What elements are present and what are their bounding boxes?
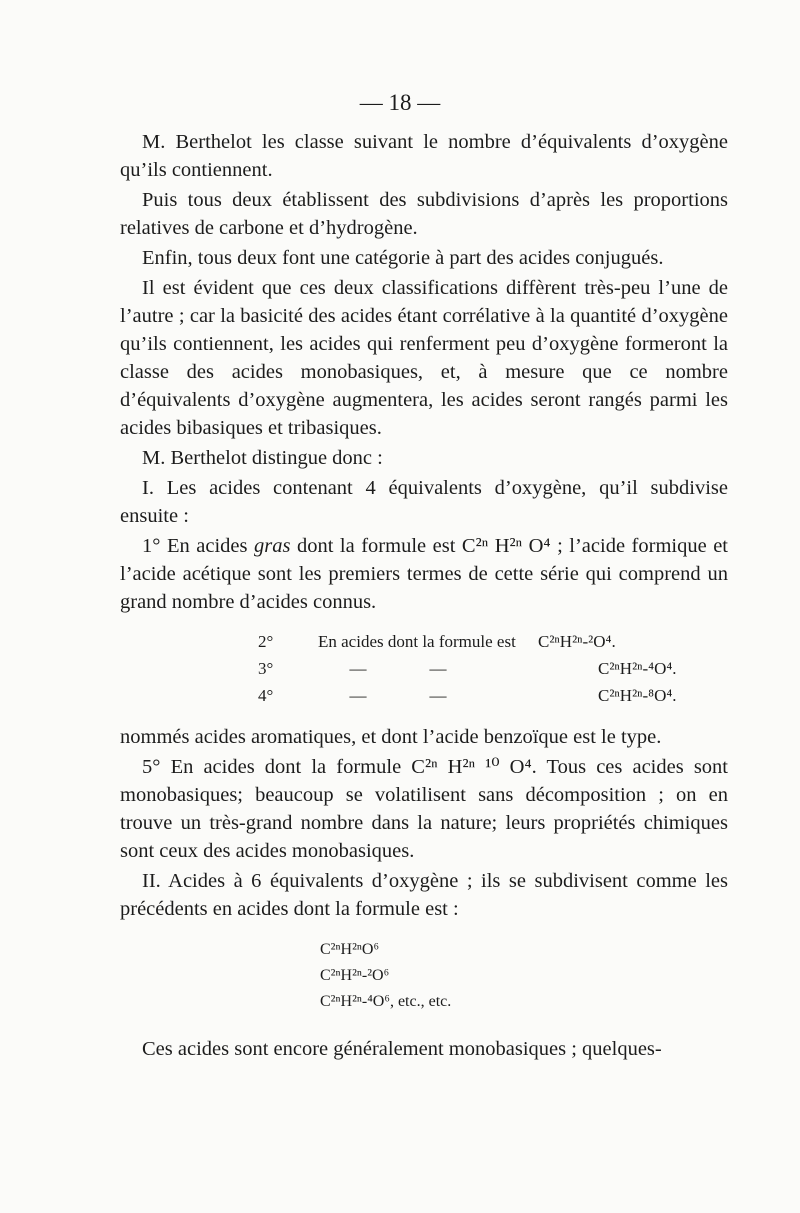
page-number: — 18 — (359, 90, 441, 115)
formula: C²ⁿH²ⁿ-⁴O⁶, etc., etc. (320, 993, 452, 1010)
ditto-mark: — (429, 686, 447, 705)
formula-list (320, 937, 728, 1015)
paragraph: 5° En acides dont la formule C²ⁿ H²ⁿ ¹⁰ O⁴. Tous ces acides sont monobasiques; beaucoup se volatilisent sans décomposition ; on en trouve un très-grand nombre dans la nature; leurs propriétés chimiques sont ceux des acides monobasiques. (120, 756, 728, 862)
row-number: 2° (258, 632, 274, 651)
table-row (120, 655, 728, 682)
formula-table (120, 628, 728, 709)
paragraph: M. Berthelot les classe suivant le nombre d’équivalents d’oxygène qu’ils contiennent. (120, 131, 728, 181)
formula: C²ⁿH²ⁿ-²O⁶ (320, 967, 390, 984)
item-1 (120, 532, 728, 616)
row-formula: C²ⁿH²ⁿ-⁸O⁴. (598, 686, 677, 705)
ditto-mark: — (349, 659, 367, 678)
paragraph: Puis tous deux établissent des subdivisions d’après les proportions relatives de carbone et d’hydrogène. (120, 189, 728, 239)
ditto-mark: — (429, 659, 447, 678)
paragraph: Ces acides sont encore généralement monobasiques ; quelques- (142, 1038, 662, 1060)
formula: C²ⁿH²ⁿO⁶ (320, 941, 380, 958)
table-row (120, 628, 728, 655)
row-formula: C²ⁿH²ⁿ-⁴O⁴. (598, 659, 677, 678)
row-ditto (318, 682, 538, 709)
row-formula: C²ⁿH²ⁿ-²O⁴. (538, 632, 616, 651)
ditto-mark: — (349, 686, 367, 705)
paragraph: II. Acides à 6 équivalents d’oxygène ; ils se subdivisent comme les précédents en acides dont la formule est : (120, 870, 728, 920)
table-row (120, 682, 728, 709)
row-description: En acides dont la formule est (318, 632, 516, 651)
row-ditto (318, 655, 538, 682)
item-1-italic: gras (253, 535, 291, 557)
item-1-rest: dont la formule est C²ⁿ H²ⁿ O⁴ ; l’acide formique et l’acide acétique sont les premiers termes de cette série qui comprend un grand nombre d’acides connus. (120, 535, 729, 613)
item-1-prefix: 1° En acides (142, 535, 254, 557)
paragraph: M. Berthelot distingue donc : (142, 447, 383, 469)
paragraph: I. Les acides contenant 4 équivalents d’oxygène, qu’il subdivise ensuite : (120, 477, 728, 527)
row-number: 3° (258, 659, 274, 678)
paragraph: nommés acides aromatiques, et dont l’acide benzoïque est le type. (120, 726, 662, 748)
row-number: 4° (258, 686, 274, 705)
paragraph: Il est évident que ces deux classifications diffèrent très-peu l’une de l’autre ; car la basicité des acides étant corrélative à la quantité d’oxygène qu’ils contiennent, les acides qui renferment peu d’oxygène formeront la classe des acides monobasiques, et, à mesure que ce nombre d’équivalents d’oxygène augmentera, les acides seront rangés parmi les acides bibasiques et tribasiques. (120, 277, 728, 439)
body-text (120, 128, 728, 1065)
paragraph: Enfin, tous deux font une catégorie à part des acides conjugués. (142, 247, 664, 269)
